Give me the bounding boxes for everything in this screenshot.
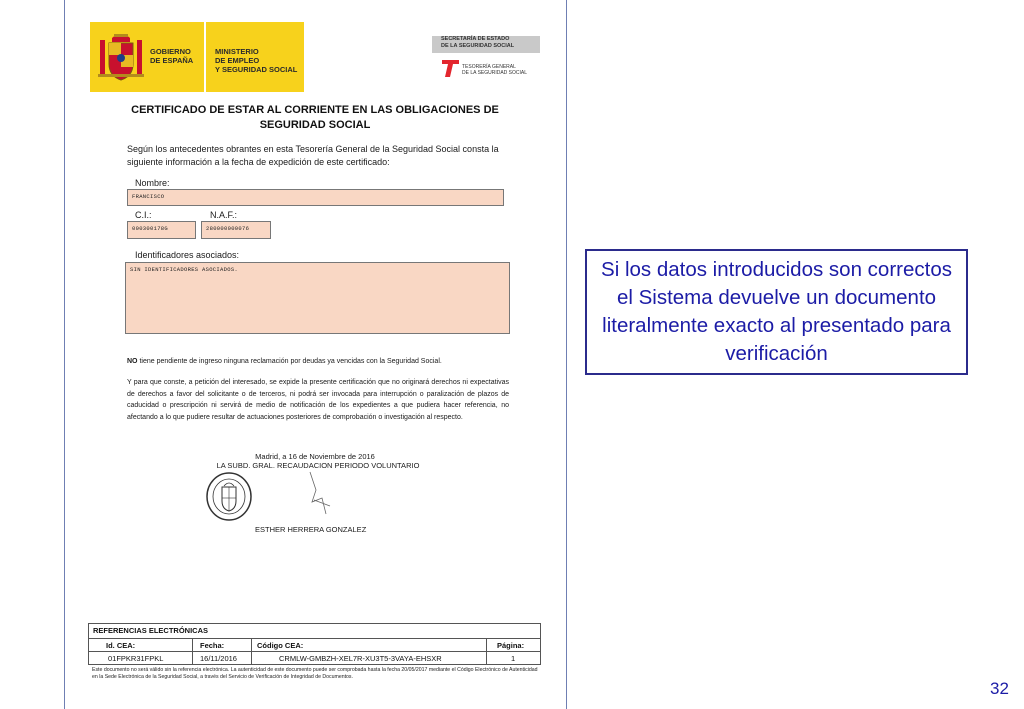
- ci-field: 000300178G: [127, 221, 196, 239]
- references-col-divider: [192, 638, 193, 665]
- references-title: REFERENCIAS ELECTRÓNICAS: [93, 626, 209, 635]
- nombre-label: Nombre:: [135, 178, 170, 188]
- verification-callout: Si los datos introducidos son correctos el Sistema devuelve un documento literalmente exacto al presentado para verificación: [585, 249, 968, 375]
- coat-of-arms-icon: [98, 30, 144, 84]
- secretaria-text: SECRETARÍA DE ESTADO DE LA SEGURIDAD SOCIAL: [441, 36, 515, 49]
- subd-gral: LA SUBD. GRAL. RECAUDACION PERIODO VOLUNTARIO: [216, 461, 420, 470]
- ref-value-pagina: 1: [511, 654, 516, 663]
- ref-value-fecha: 16/11/2016: [200, 654, 237, 663]
- signature-icon: [300, 470, 338, 520]
- ci-label: C.I.:: [135, 210, 152, 220]
- references-col-divider: [486, 638, 487, 665]
- nombre-field: FRANCISCO: [127, 189, 504, 206]
- logo-separator: [204, 22, 206, 92]
- ref-value-codigo: CRMLW-GMBZH-XEL7R-XU3T5-3VAYA-EHSXR: [279, 654, 442, 663]
- naf-field: 280000000076: [201, 221, 271, 239]
- ref-header-id: Id. CEA:: [106, 641, 136, 650]
- signer-name: ESTHER HERRERA GONZALEZ: [255, 525, 367, 534]
- references-divider: [88, 651, 541, 652]
- no-debt-rest: tiene pendiente de ingreso ninguna reclamación por deudas ya vencidas con la Seguridad Social.: [137, 358, 442, 365]
- naf-label: N.A.F.:: [210, 210, 238, 220]
- tesoreria-text: TESORERÍA GENERAL DE LA SEGURIDAD SOCIAL: [462, 64, 528, 76]
- tgss-logo-icon: [441, 58, 460, 78]
- conste-paragraph: Y para que conste, a petición del interesado, se expide la presente certificación que no originará derechos ni expectativas de derechos a favor del solicitante o de terceros, ni podrá ser invocada para interrupción o paralización de plazos de caducidad o prescripción ni servirá de medio de notificación de los expedientes a que pudiera hacer referencia, no afectando a lo que pudiere resultar de actuaciones posteriores de comprobación o investigación al respecto.: [127, 379, 509, 421]
- identificadores-label: Identificadores asociados:: [135, 250, 240, 260]
- ref-header-fecha: Fecha:: [200, 641, 225, 650]
- ref-header-codigo: Código CEA:: [257, 641, 304, 650]
- identificadores-field: SIN IDENTIFICADORES ASOCIADOS.: [125, 262, 510, 334]
- no-debt-statement: [127, 356, 517, 368]
- certificate-intro: Según los antecedentes obrantes en esta Tesorería General de la Seguridad Social consta la siguiente información a la fecha de expedición de este certificado:: [127, 144, 499, 167]
- ref-header-pagina: Página:: [497, 641, 525, 650]
- ref-value-id: 01FPKR31FPKL: [108, 654, 164, 663]
- place-date: Madrid, a 16 de Noviembre de 2016: [255, 452, 375, 461]
- references-col-divider: [251, 638, 252, 665]
- ministerio-text: MINISTERIO DE EMPLEO Y SEGURIDAD SOCIAL: [215, 47, 298, 74]
- official-seal-icon: [205, 471, 253, 522]
- references-note: Este documento no será válido sin la referencia electrónica. La autenticidad de este documento puede ser comprobada hasta la fecha 20/05/2017 mediante el Código Electrónico de Autenticidad en la Sede Electrónica de la Seguridad Social, a través del Servicio de Verificación de Integridad de Documentos.: [92, 667, 538, 680]
- references-divider: [88, 638, 541, 639]
- slide-page-number: 32: [990, 679, 1009, 698]
- gobierno-text: GOBIERNO DE ESPAÑA: [150, 47, 194, 65]
- no-bold: NO: [127, 358, 138, 365]
- certificate-title: CERTIFICADO DE ESTAR AL CORRIENTE EN LAS OBLIGACIONES DE SEGURIDAD SOCIAL: [131, 104, 499, 131]
